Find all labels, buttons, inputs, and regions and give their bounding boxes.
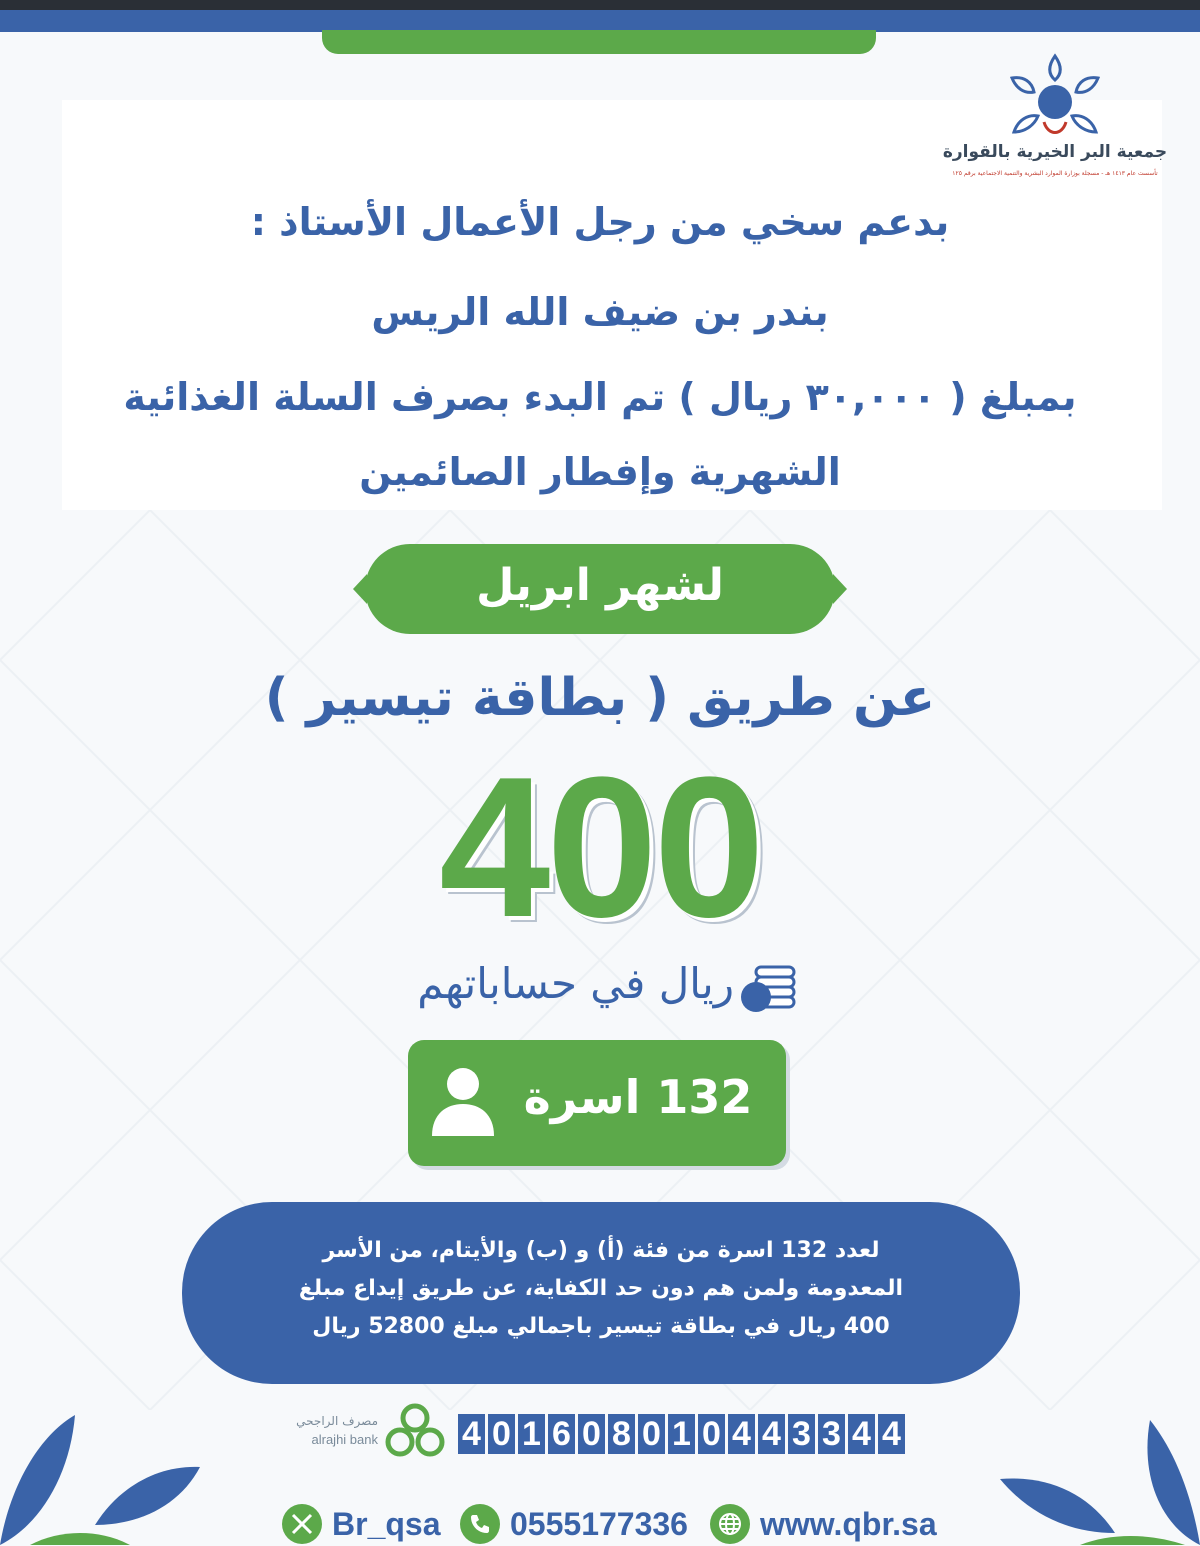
alrajhi-bank-icon — [384, 1402, 446, 1464]
account-digit: 3 — [788, 1414, 815, 1454]
info-box — [182, 1202, 1020, 1384]
globe-icon — [710, 1504, 750, 1544]
account-digit: 4 — [848, 1414, 875, 1454]
account-digit: 0 — [578, 1414, 605, 1454]
charity-logo — [940, 52, 1170, 187]
families-box — [408, 1040, 786, 1166]
info-line-3: 400 ريال في بطاقة تيسير باجمالي مبلغ 52800 ريال — [312, 1314, 890, 1339]
account-digit: 0 — [488, 1414, 515, 1454]
account-digit: 4 — [758, 1414, 785, 1454]
bank-account-row — [286, 1402, 926, 1468]
charity-subtitle: تأسست عام ١٤١٣ هـ - مسجلة بوزارة الموارد البشرية والتنمية الاجتماعية برقم ١٢٥ — [952, 170, 1158, 177]
person-icon — [430, 1064, 496, 1136]
website-contact[interactable] — [710, 1502, 937, 1546]
charity-name: جمعية البر الخيرية بالقوارة — [942, 142, 1168, 162]
website-url: www.qbr.sa — [760, 1505, 937, 1542]
info-line-1: لعدد 132 اسرة من فئة (أ) و (ب) والأيتام، من الأسر — [322, 1238, 880, 1263]
headline-line-1: بدعم سخي من رجل الأعمال الأستاذ : — [250, 200, 950, 244]
phone-icon — [460, 1504, 500, 1544]
headline-line-4: الشهرية وإفطار الصائمين — [359, 450, 841, 494]
account-digit: 0 — [698, 1414, 725, 1454]
top-green-tab — [322, 30, 876, 54]
phone-contact[interactable] — [460, 1502, 688, 1546]
families-count: 132 اسرة — [523, 1070, 753, 1124]
info-line-2: المعدومة ولمن هم دون حد الكفاية، عن طريق إيداع مبلغ — [298, 1276, 904, 1301]
month-label: لشهر ابريل — [476, 560, 724, 611]
account-digit: 6 — [548, 1414, 575, 1454]
account-number — [458, 1414, 905, 1454]
top-blue-band — [0, 10, 1200, 32]
coins-icon — [738, 961, 798, 1015]
account-digit: 1 — [518, 1414, 545, 1454]
account-digit: 3 — [818, 1414, 845, 1454]
currency-label: ريال في حساباتهم — [417, 959, 734, 1008]
x-contact[interactable] — [282, 1502, 441, 1546]
account-digit: 8 — [608, 1414, 635, 1454]
month-badge — [365, 544, 835, 634]
account-digit: 1 — [668, 1414, 695, 1454]
bank-name-english: alrajhi bank — [311, 1432, 378, 1447]
decorative-leaf-left — [0, 1405, 210, 1545]
charity-logo-icon — [1000, 52, 1110, 140]
amount-value: 400 — [439, 736, 761, 959]
account-digit: 4 — [728, 1414, 755, 1454]
account-digit: 4 — [458, 1414, 485, 1454]
x-icon — [282, 1504, 322, 1544]
top-dark-strip — [0, 0, 1200, 10]
method-label: عن طريق ( بطاقة تيسير ) — [264, 668, 936, 728]
account-digit: 0 — [638, 1414, 665, 1454]
x-handle: Br_qsa — [332, 1505, 441, 1542]
decorative-leaf-right — [990, 1415, 1200, 1545]
bank-name-arabic: مصرف الراجحي — [296, 1414, 378, 1428]
currency-row — [380, 955, 820, 1015]
phone-number: 0555177336 — [510, 1505, 688, 1542]
headline-line-3: بمبلغ ( ٣٠,٠٠٠ ريال ) تم البدء بصرف السلة الغذائية — [123, 375, 1077, 419]
account-digit: 4 — [878, 1414, 905, 1454]
headline-line-2: بندر بن ضيف الله الريس — [371, 290, 829, 334]
